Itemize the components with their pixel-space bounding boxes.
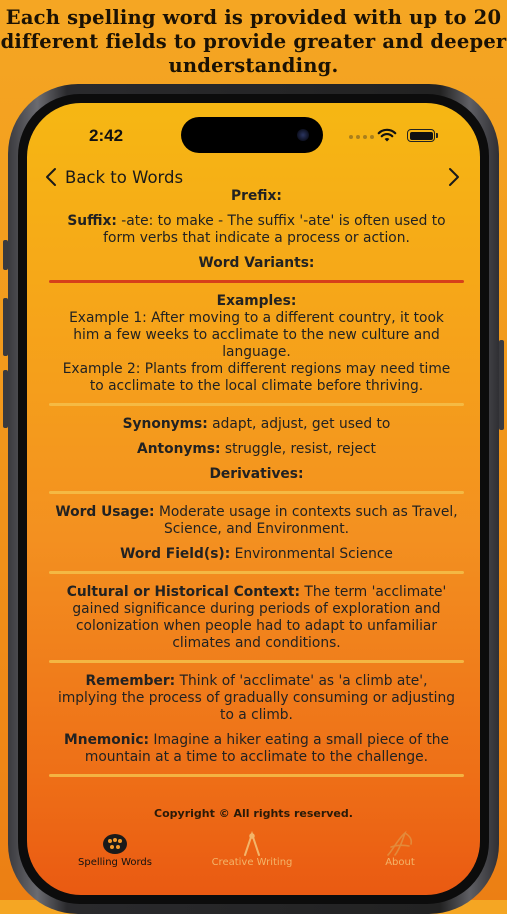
battery-icon	[407, 129, 435, 142]
tab-about[interactable]	[340, 831, 460, 868]
cultural-context-field	[41, 584, 472, 652]
word-field-text: Environmental Science	[230, 546, 393, 562]
wifi-icon	[377, 127, 397, 143]
tab-creative-writing-label: Creative Writing	[211, 857, 293, 868]
mnemonic-field	[41, 732, 472, 766]
tab-spelling-words-label: Spelling Words	[78, 857, 152, 868]
section-divider	[49, 660, 464, 663]
promo-caption	[0, 6, 507, 78]
promo-line-2: different fields to provide greater and deeper	[0, 30, 507, 53]
synonyms-label: Synonyms:	[122, 416, 208, 432]
phone-power-button	[499, 340, 504, 430]
antonyms-label: Antonyms:	[137, 441, 221, 457]
suffix-label: Suffix:	[67, 213, 117, 229]
section-divider	[49, 571, 464, 574]
promo-line-1: Each spelling word is provided with up to 20	[5, 6, 502, 29]
remember-field	[41, 673, 472, 724]
example-2: Example 2: Plants from different regions may need time to acclimate to the local climate before thriving.	[62, 361, 451, 394]
word-usage-text: Moderate usage in contexts such as Travel, Science, and Environment.	[154, 504, 458, 537]
tab-bar	[27, 823, 480, 883]
section-divider	[49, 491, 464, 494]
synonyms-field	[41, 416, 472, 433]
mnemonic-text: Imagine a hiker eating a small piece of the mountain at a time to acclimate to the challenge.	[84, 732, 449, 765]
word-usage-field	[41, 504, 472, 538]
section-divider	[49, 280, 464, 283]
chevron-right-icon	[448, 167, 460, 187]
back-button-label: Back to Words	[65, 167, 184, 187]
remember-text: Think of 'acclimate' as 'a climb ate', implying the process of gradually consuming or adjusting to a climb.	[57, 673, 455, 723]
antonyms-text: struggle, resist, reject	[220, 441, 376, 457]
section-divider	[49, 774, 464, 777]
section-divider	[49, 403, 464, 406]
synonyms-text: adapt, adjust, get used to	[207, 416, 391, 432]
camera-icon	[297, 129, 309, 141]
mnemonic-label: Mnemonic:	[64, 732, 150, 748]
back-to-words-button[interactable]	[45, 167, 183, 187]
signal-icon	[349, 135, 374, 139]
cultural-context-text: The term 'acclimate' gained significance during periods of exploration and colonization when people had to adapt to unfamiliar climates and conditions.	[72, 584, 447, 651]
word-variants-field: Word Variants:	[198, 255, 315, 271]
suffix-field	[41, 213, 472, 247]
derivatives-field: Derivatives:	[209, 466, 304, 482]
chevron-left-icon	[45, 167, 57, 187]
word-field-field	[41, 546, 472, 563]
example-1: Example 1: After moving to a different country, it took him a few weeks to acclimate to the new culture and language.	[69, 310, 444, 360]
tab-creative-writing[interactable]	[192, 831, 312, 868]
prefix-field: Prefix:	[231, 188, 282, 204]
suffix-text: -ate: to make - The suffix '-ate' is often used to form verbs that indicate a process or action.	[103, 213, 446, 246]
cultural-context-label: Cultural or Historical Context:	[66, 584, 301, 600]
copyright-text: Copyright © All rights reserved.	[154, 807, 353, 820]
word-field-label: Word Field(s):	[120, 546, 231, 562]
phone-frame	[8, 84, 499, 914]
phone-bezel	[18, 94, 489, 904]
spelling-words-icon	[102, 833, 128, 855]
antonyms-field	[41, 441, 472, 458]
about-icon	[385, 830, 415, 858]
creative-writing-icon	[242, 831, 262, 857]
dynamic-island	[181, 117, 323, 153]
tab-about-label: About	[385, 857, 415, 868]
promo-line-3: understanding.	[168, 54, 339, 77]
examples-heading: Examples:	[216, 293, 297, 309]
app-screen	[27, 103, 480, 895]
word-usage-label: Word Usage:	[55, 504, 155, 520]
tab-spelling-words[interactable]	[55, 831, 175, 868]
remember-label: Remember:	[85, 673, 176, 689]
word-details-scroll[interactable]	[41, 188, 472, 787]
status-time: 2:42	[89, 126, 124, 145]
